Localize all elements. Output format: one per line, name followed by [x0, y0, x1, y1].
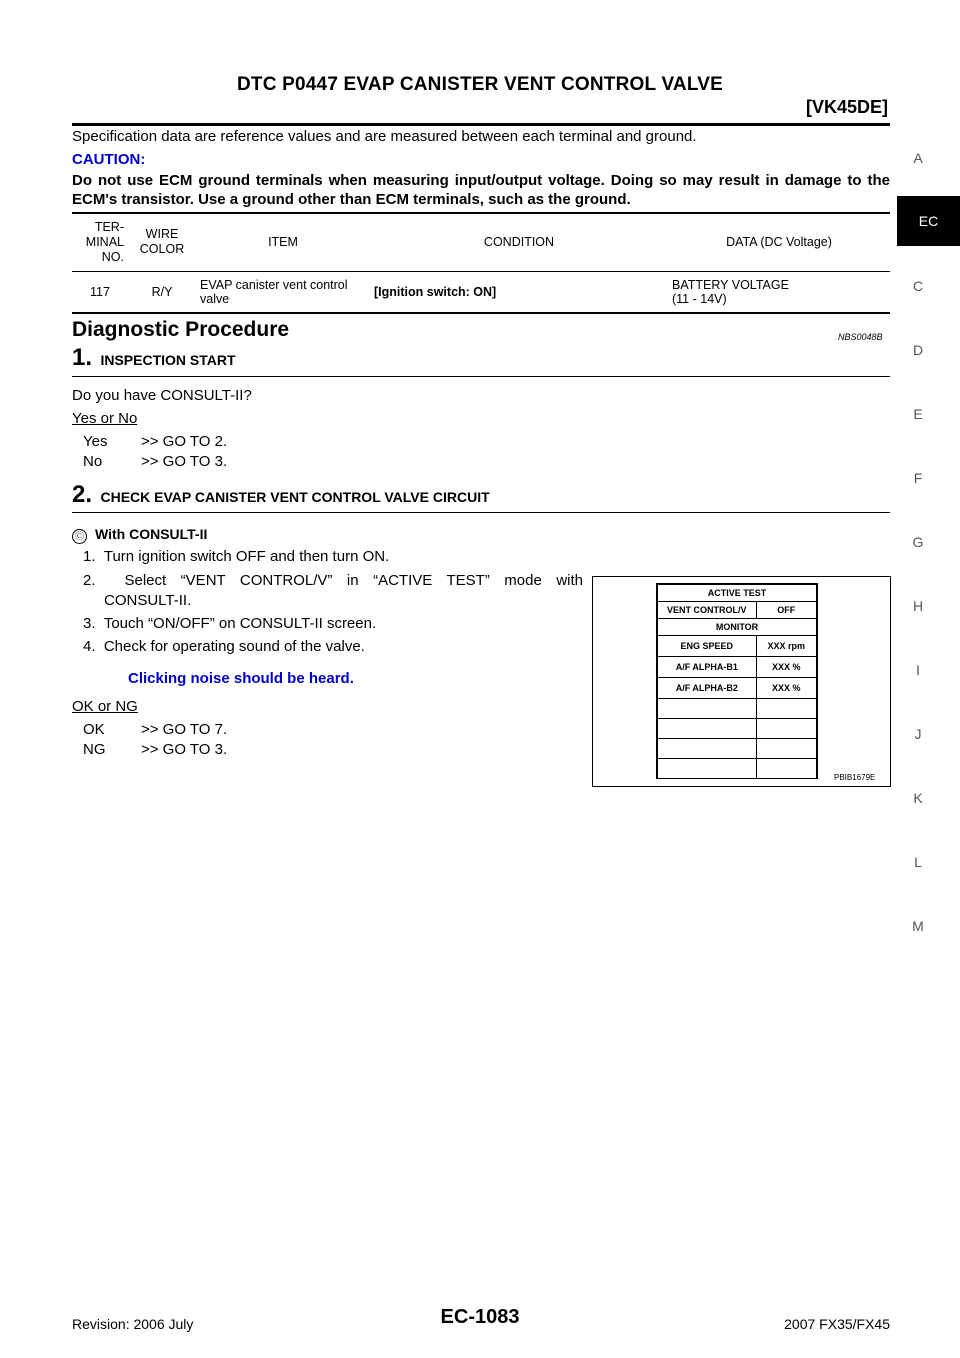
side-index-active-tab[interactable]: EC	[897, 196, 960, 246]
page-title: DTC P0447 EVAP CANISTER VENT CONTROL VALVE	[237, 74, 723, 95]
footer-revision: Revision: 2006 July	[72, 1316, 194, 1332]
step-title: CHECK EVAP CANISTER VENT CONTROL VALVE CIRCUIT	[100, 489, 490, 505]
col-wire-color: WIRE COLOR	[139, 227, 185, 257]
option-action: >> GO TO 3.	[141, 453, 228, 470]
step-1-question: Do you have CONSULT-II?	[72, 387, 252, 404]
col-condition: CONDITION	[483, 234, 555, 249]
active-test-table	[657, 584, 817, 779]
screen-empty-cell	[658, 699, 757, 719]
caution-text: Do not use ECM ground terminals when measuring input/output voltage. Doing so may result in damage to the ECM's transistor. Use a ground other than ECM terminals, such as the ground.	[72, 172, 890, 208]
side-index-h[interactable]: H	[912, 598, 924, 614]
with-consult-text: With CONSULT-II	[95, 526, 208, 542]
col-item: ITEM	[268, 234, 298, 249]
option-key: No	[83, 453, 103, 470]
instruction-3: 3. Touch “ON/OFF” on CONSULT-II screen.	[83, 615, 377, 632]
step-rule	[72, 512, 890, 513]
instruction-2-cont: CONSULT-II.	[104, 592, 192, 609]
step-1-option-no	[83, 453, 227, 470]
screen-row-value: XXX %	[756, 678, 816, 699]
screen-empty-cell	[756, 719, 816, 739]
side-index-g[interactable]: G	[912, 534, 924, 550]
side-index-e[interactable]: E	[913, 406, 923, 422]
side-index-a[interactable]: A	[913, 150, 923, 166]
instruction-1: 1. Turn ignition switch OFF and then turn ON.	[83, 548, 390, 565]
option-action: >> GO TO 3.	[141, 741, 228, 758]
screen-empty-cell	[756, 699, 816, 719]
terminal-spec-table	[72, 212, 890, 314]
step-2-option-ng	[83, 741, 227, 758]
screen-test-value: OFF	[756, 602, 816, 619]
col-terminal: TER- MINAL NO.	[85, 219, 124, 264]
option-key: Yes	[83, 433, 108, 450]
option-action: >> GO TO 7.	[141, 721, 228, 738]
footer-page-number: EC-1083	[440, 1306, 520, 1328]
cell-terminal: 117	[90, 284, 110, 299]
consult-screen	[656, 583, 818, 779]
side-index-k[interactable]: K	[913, 790, 923, 806]
cell-condition: [Ignition switch: ON]	[374, 284, 497, 299]
header-rule	[72, 123, 890, 126]
screen-empty-cell	[658, 759, 757, 779]
spec-note: Specification data are reference values and are measured between each terminal and ground.	[72, 128, 697, 145]
screen-empty-cell	[658, 719, 757, 739]
table-header-row	[72, 213, 890, 271]
cell-data: BATTERY VOLTAGE (11 - 14V)	[672, 277, 789, 306]
step-1-choice-label: Yes or No	[72, 410, 138, 427]
step-number: 2.	[72, 481, 93, 508]
option-key: NG	[83, 741, 106, 758]
screen-row-label: A/F ALPHA-B2	[658, 678, 757, 699]
side-index-l[interactable]: L	[914, 854, 922, 870]
caution-label: CAUTION:	[72, 151, 146, 168]
step-1-heading	[72, 344, 236, 372]
col-data: DATA (DC Voltage)	[726, 234, 832, 249]
side-index-i[interactable]: I	[916, 662, 920, 678]
expected-result: Clicking noise should be heard.	[128, 670, 354, 687]
instruction-4: 4. Check for operating sound of the valve.	[83, 638, 365, 655]
screen-monitor-label: MONITOR	[658, 619, 817, 636]
section-heading: Diagnostic Procedure	[72, 318, 290, 341]
option-key: OK	[83, 721, 105, 738]
consult-icon: Ⓒ	[72, 529, 87, 544]
step-2-option-ok	[83, 721, 227, 738]
section-code: NBS0048B	[838, 332, 883, 342]
cell-wire-color: R/Y	[151, 284, 173, 299]
screen-row-value: XXX %	[756, 657, 816, 678]
screen-test-item: VENT CONTROL/V	[658, 602, 757, 619]
engine-code: [VK45DE]	[805, 97, 888, 117]
cell-item: EVAP canister vent control valve	[200, 277, 348, 306]
step-1-option-yes	[83, 433, 227, 450]
screen-empty-cell	[658, 739, 757, 759]
figure-code: PBIB1679E	[834, 773, 876, 782]
instruction-2: 2. Select “VENT CONTROL/V” in “ACTIVE TEST” mode with	[83, 572, 583, 589]
step-2-choice-label: OK or NG	[72, 698, 138, 715]
footer-model: 2007 FX35/FX45	[784, 1316, 890, 1332]
side-index-c[interactable]: C	[912, 278, 924, 294]
step-number: 1.	[72, 344, 93, 371]
screen-row-label: ENG SPEED	[658, 636, 757, 657]
side-index-m[interactable]: M	[912, 918, 924, 934]
screen-title: ACTIVE TEST	[658, 585, 817, 602]
step-rule	[72, 376, 890, 377]
side-index-f[interactable]: F	[913, 470, 923, 486]
table-row	[72, 271, 890, 313]
side-index-j[interactable]: J	[914, 726, 922, 742]
side-index-d[interactable]: D	[912, 342, 924, 358]
screen-row-label: A/F ALPHA-B1	[658, 657, 757, 678]
step-title: INSPECTION START	[100, 352, 236, 368]
step-2-heading	[72, 481, 490, 509]
screen-empty-cell	[756, 759, 816, 779]
screen-empty-cell	[756, 739, 816, 759]
screen-row-value: XXX rpm	[756, 636, 816, 657]
option-action: >> GO TO 2.	[141, 433, 228, 450]
with-consult-label	[72, 526, 207, 544]
